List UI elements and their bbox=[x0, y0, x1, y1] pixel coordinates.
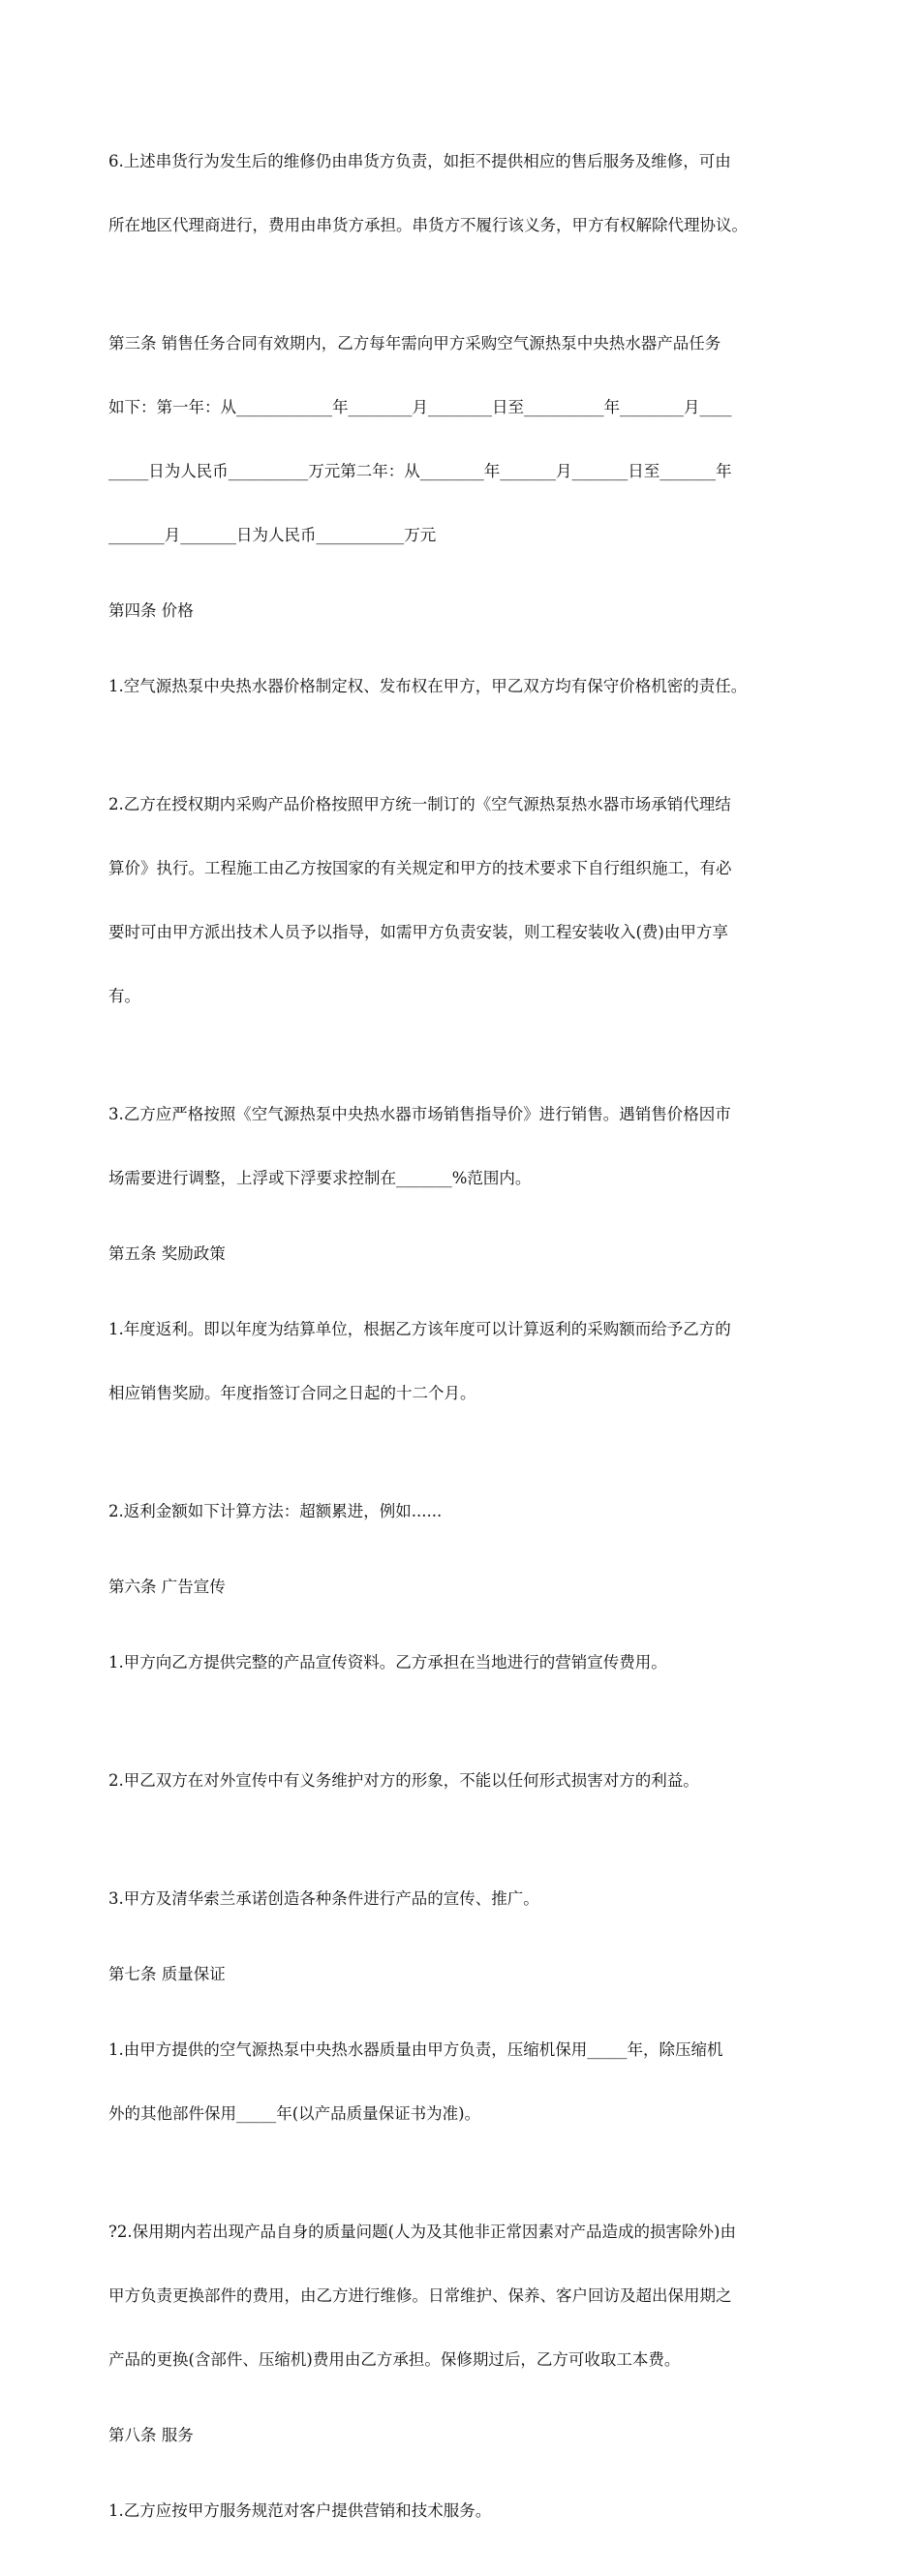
article-6-item-3 bbox=[108, 1846, 821, 1952]
article-6-item-2 bbox=[108, 1728, 821, 1834]
text-line: 如下：第一年：从____________年________月________日至__________年________月____ bbox=[108, 398, 732, 416]
article-5-item-1 bbox=[108, 1276, 821, 1447]
text-line: 有。 bbox=[108, 987, 140, 1005]
article-4-item-3 bbox=[108, 1061, 821, 1232]
article-8-item-1 bbox=[108, 2458, 821, 2564]
text-line: 3.乙方应严格按照《空气源热泵中央热水器市场销售指导价》进行销售。遇销售价格因市 bbox=[108, 1105, 731, 1123]
article-3-sales-task bbox=[108, 291, 821, 589]
text-line: 要时可由甲方派出技术人员予以指导，如需甲方负责安装，则工程安装收入(费)由甲方享 bbox=[108, 923, 728, 941]
text-line: 算价》执行。工程施工由乙方按国家的有关规定和甲方的技术要求下自行组织施工，有必 bbox=[108, 859, 732, 877]
text-line: 1.由甲方提供的空气源热泵中央热水器质量由甲方负责，压缩机保用_____年，除压缩机 bbox=[108, 2040, 723, 2059]
article-5-item-2 bbox=[108, 1458, 821, 1565]
paragraph-after-sales-repair bbox=[108, 108, 821, 279]
article-7-item-2 bbox=[108, 2179, 821, 2413]
text-line: 场需要进行调整，上浮或下浮要求控制在_______%范围内。 bbox=[108, 1169, 532, 1187]
text-line: _______月_______日为人民币___________万元 bbox=[108, 526, 437, 544]
text-line: 2.乙方在授权期内采购产品价格按照甲方统一制订的《空气源热泵热水器市场承销代理结 bbox=[108, 795, 731, 813]
article-4-heading bbox=[108, 600, 821, 622]
section-heading: 第五条 奖励政策 bbox=[108, 1244, 226, 1263]
text-line: 外的其他部件保用_____年(以产品质量保证书为准)。 bbox=[108, 2104, 481, 2123]
article-6-heading bbox=[108, 1577, 821, 1598]
text-line: 甲方负责更换部件的费用，由乙方进行维修。日常维护、保养、客户回访及超出保用期之 bbox=[108, 2286, 732, 2305]
section-heading: 第七条 质量保证 bbox=[108, 1965, 226, 1983]
section-heading: 第八条 服务 bbox=[108, 2426, 194, 2444]
document-body bbox=[108, 108, 821, 2576]
article-6-item-1 bbox=[108, 1610, 821, 1716]
text-line: 1.年度返利。即以年度为结算单位，根据乙方该年度可以计算返利的采购额而给予乙方的 bbox=[108, 1320, 731, 1338]
text-line: 1.空气源热泵中央热水器价格制定权、发布权在甲方，甲乙双方均有保守价格机密的责任。 bbox=[108, 677, 748, 695]
article-7-item-1 bbox=[108, 1997, 821, 2167]
text-line: 产品的更换(含部件、压缩机)费用由乙方承担。保修期过后，乙方可收取工本费。 bbox=[108, 2350, 681, 2369]
article-4-item-1 bbox=[108, 633, 821, 740]
article-8-heading bbox=[108, 2425, 821, 2446]
text-line: ?2.保用期内若出现产品自身的质量问题(人为及其他非正常因素对产品造成的损害除外)由 bbox=[108, 2223, 736, 2241]
section-heading: 第四条 价格 bbox=[108, 601, 194, 620]
article-7-heading bbox=[108, 1964, 821, 1985]
text-line: 6.上述串货行为发生后的维修仍由串货方负责，如拒不提供相应的售后服务及维修，可由 bbox=[108, 152, 731, 170]
text-line: 所在地区代理商进行，费用由串货方承担。串货方不履行该义务，甲方有权解除代理协议。 bbox=[108, 216, 748, 234]
text-line: 2.返利金额如下计算方法：超额累进，例如...... bbox=[108, 1502, 443, 1520]
article-4-item-2 bbox=[108, 751, 821, 1050]
section-heading: 第六条 广告宣传 bbox=[108, 1578, 226, 1596]
text-line: 3.甲方及清华索兰承诺创造各种条件进行产品的宣传、推广。 bbox=[108, 1889, 539, 1908]
text-line: 2.甲乙双方在对外宣传中有义务维护对方的形象，不能以任何形式损害对方的利益。 bbox=[108, 1771, 699, 1790]
text-line: 相应销售奖励。年度指签订合同之日起的十二个月。 bbox=[108, 1384, 476, 1402]
article-5-heading bbox=[108, 1243, 821, 1265]
text-line: 1.甲方向乙方提供完整的产品宣传资料。乙方承担在当地进行的营销宣传费用。 bbox=[108, 1653, 667, 1671]
text-line: _____日为人民币__________万元第二年：从________年_______月_______日至_______年 bbox=[108, 462, 732, 480]
text-line: 第三条 销售任务合同有效期内，乙方每年需向甲方采购空气源热泵中央热水器产品任务 bbox=[108, 334, 721, 353]
text-line: 1.乙方应按甲方服务规范对客户提供营销和技术服务。 bbox=[108, 2501, 492, 2520]
